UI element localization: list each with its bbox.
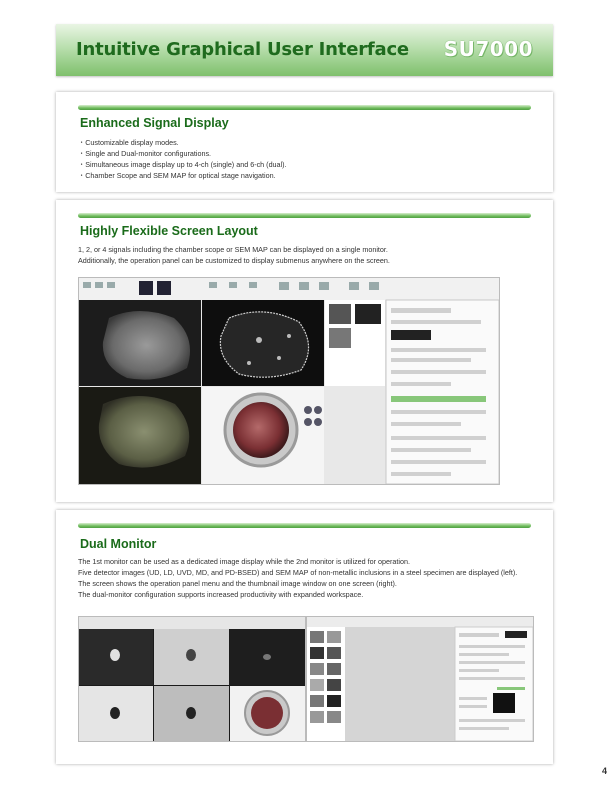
body-line: 1, 2, or 4 signals including the chamber scope or SEM MAP can be displayed on a single monitor. [78,245,388,254]
body-line: The dual-monitor configuration supports increased productivity with expanded workspace. [78,590,364,599]
body-line: ・Simultaneous image display up to 4-ch (single) and 6-ch (dual). [78,160,287,169]
section-dual-monitor [56,510,553,764]
screenshot-illustration [79,278,499,484]
page-number: 4 [601,766,607,776]
section-divider [78,523,531,528]
section-title: Highly Flexible Screen Layout [80,224,258,238]
section-divider [78,213,531,218]
section-body [78,137,287,181]
body-line: The screen shows the operation panel menu and the thumbnail image window on one screen (right). [78,579,397,588]
model-logo: SU7000 [443,37,533,61]
body-line: Additionally, the operation panel can be customized to display submenus anywhere on the screen. [78,256,390,265]
section-title: Enhanced Signal Display [80,116,229,130]
body-line: ・Customizable display modes. [78,138,179,147]
right-monitor-illustration [307,617,533,741]
section-title: Dual Monitor [80,537,157,551]
page-title: Intuitive Graphical User Interface [76,39,409,60]
header-banner [56,24,553,76]
body-line: ・Single and Dual-monitor configurations. [78,149,212,158]
dual-monitor-left-screenshot [78,616,306,742]
section-divider [78,105,531,110]
section-body [78,244,390,266]
body-line: The 1st monitor can be used as a dedicated image display while the 2nd monitor is utilized for operation. [78,557,411,566]
dual-monitor-right-screenshot [306,616,534,742]
body-line: Five detector images (UD, LD, UVD, MD, and PD-BSED) and SEM MAP of non-metallic inclusions in a steel specimen are displayed (left). [78,568,518,577]
section-enhanced-signal-display [56,92,553,192]
section-flexible-layout [56,200,553,502]
single-monitor-screenshot [78,277,500,485]
body-line: ・Chamber Scope and SEM MAP for optical stage navigation. [78,171,276,180]
section-body [78,556,517,600]
left-monitor-illustration [79,617,305,741]
